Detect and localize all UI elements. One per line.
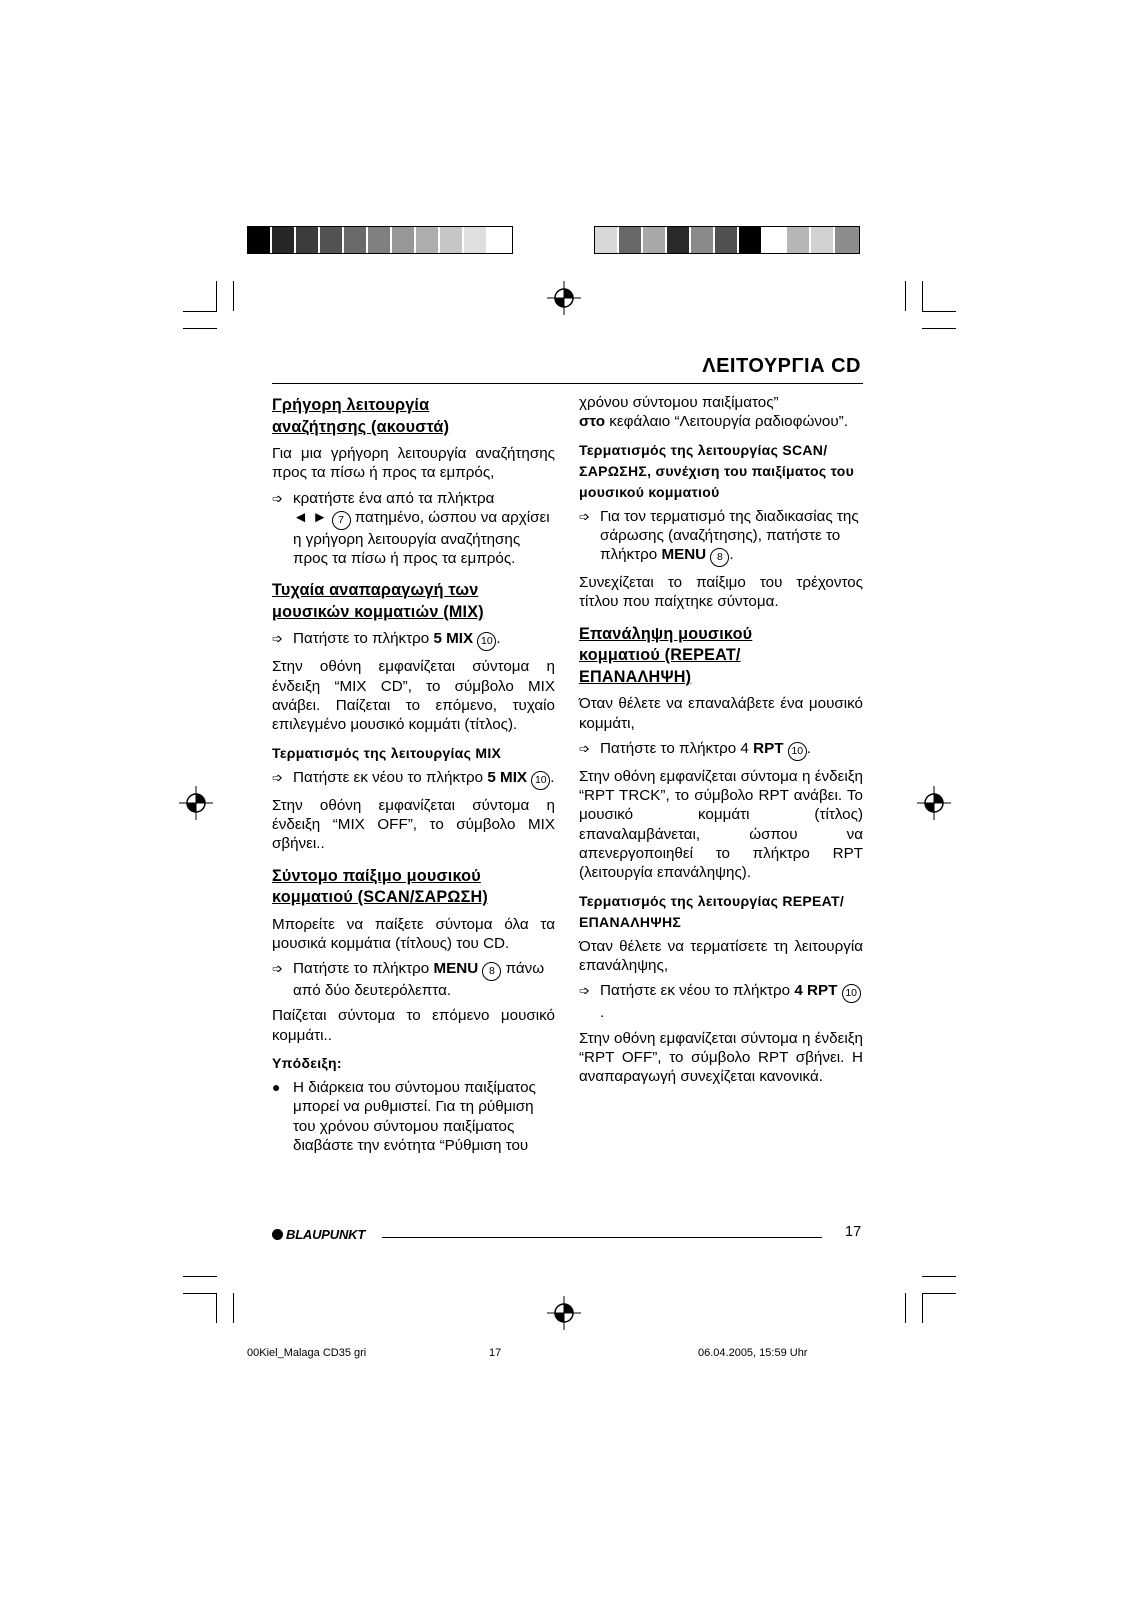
brand-dot-icon [272, 1229, 283, 1240]
brand-logo: BLAUPUNKT [272, 1227, 365, 1242]
arrow-icon: ➩ [272, 769, 283, 785]
color-swatch [763, 227, 787, 253]
key-number: 10 [477, 632, 496, 651]
instruction-item: ➩ Πατήστε εκ νέου το πλήκτρο 4 RPT 10. [579, 981, 863, 1022]
crop-mark [922, 311, 956, 312]
arrow-icon: ➩ [272, 490, 283, 506]
arrow-keys-icon: ◄ ► [293, 508, 328, 526]
instruction-item: ➩ Πατήστε εκ νέου το πλήκτρο 5 MIX 10 . [272, 768, 555, 790]
registration-mark-right [917, 786, 951, 820]
bullet-item: ● Η διάρκεια του σύντομου παιξίματος μπορεί να ρυθμιστεί. Για τη ρύθμιση του χρόνου σύντομου παιξίματος διαβάστε την ενότητα “Ρύθμιση του [272, 1079, 536, 1154]
paragraph: Στην οθόνη εμφανίζεται σύντομα η ένδειξη “MIX CD”, το σύμβολο MIX ανάβει. Παίζεται το επόμενο, τυχαίο επιλεγμένο μουσικό κομμάτι (τίτλος). [272, 658, 555, 734]
color-swatch [643, 227, 667, 253]
crop-mark [922, 328, 956, 329]
arrow-icon: ➩ [579, 740, 590, 756]
crop-mark [233, 1293, 234, 1323]
key-number: 8 [482, 962, 501, 981]
crop-mark [922, 281, 923, 311]
color-swatch [667, 227, 691, 253]
column-right [579, 393, 863, 1092]
page-title: ΛΕΙΤΟΥΡΓΙΑ CD [702, 355, 861, 377]
key-number: 10 [788, 742, 807, 761]
crop-mark [183, 1276, 217, 1277]
key-number: 8 [710, 548, 729, 567]
color-swatch [368, 227, 392, 253]
page-number: 17 [845, 1224, 862, 1240]
subheading: Τερματισμός της λειτουργίας SCAN/ΣΑΡΩΣΗΣ, συνέχιση του παιξίματος του μουσικού κομματιού [579, 441, 855, 500]
color-swatch [344, 227, 368, 253]
subheading: Υπόδειξη: [272, 1055, 342, 1072]
instruction-item: ➩ Για τον τερματισμό της διαδικασίας της σάρωσης (αναζήτησης), πατήστε το πλήκτρο MENU 8 . [579, 507, 863, 568]
instruction-item: ➩ Πατήστε το πλήκτρο MENU 8 πάνω από δύο δευτερόλεπτα. [272, 960, 545, 1000]
color-swatch [488, 227, 512, 253]
section-heading: Γρήγορη λειτουργία αναζήτησης (ακουστά) [272, 396, 450, 436]
bullet-icon: ● [272, 1079, 281, 1096]
registration-mark-left [179, 786, 213, 820]
color-swatch [715, 227, 739, 253]
crop-mark [922, 1293, 956, 1294]
color-swatch [440, 227, 464, 253]
arrow-icon: ➩ [579, 983, 590, 999]
crop-mark [183, 311, 217, 312]
color-bar-right [594, 226, 860, 254]
crop-mark [233, 281, 234, 311]
section-heading: Τυχαία αναπαραγωγή των μουσικών κομματιών (MIX) [272, 581, 484, 621]
color-swatch [787, 227, 811, 253]
paragraph: Για μια γρήγορη λειτουργία αναζήτησης προς τα πίσω ή προς τα εμπρός, [272, 445, 555, 482]
paragraph: Όταν θέλετε να τερματίσετε τη λειτουργία επανάληψης, [579, 937, 863, 974]
color-swatch [320, 227, 344, 253]
subheading: Τερματισμός της λειτουργίας REPEAT/ΕΠΑΝΑΛΗΨΗΣ [579, 892, 845, 930]
registration-mark-bottom [547, 1296, 581, 1330]
slug-file: 00Kiel_Malaga CD35 gri [247, 1347, 367, 1359]
paragraph: Παίζεται σύντομα το επόμενο μουσικό κομμάτι.. [272, 1007, 555, 1044]
section-heading: Επανάληψη μουσικού κομματιού (REPEAT/ ΕΠΑΝΑΛΗΨΗ) [579, 624, 753, 686]
instruction-item: ➩ Πατήστε το πλήκτρο 5 MIX 10 . [272, 629, 555, 651]
paragraph: χρόνου σύντομου παιξίματος” στο κεφάλαιο “Λειτουργία ραδιοφώνου”. [579, 394, 848, 431]
color-swatch [272, 227, 296, 253]
header-rule [272, 383, 863, 384]
crop-mark [216, 281, 217, 311]
slug-date: 06.04.2005, 15:59 Uhr [698, 1347, 808, 1359]
key-number: 7 [332, 511, 351, 530]
paragraph: Συνεχίζεται το παίξιμο του τρέχοντος τίτλου που παίχτηκε σύντομα. [579, 574, 863, 611]
arrow-icon: ➩ [272, 961, 283, 977]
instruction-item: ➩ κρατήστε ένα από τα πλήκτρα ◄ ► 7 πατημένο, ώσπου να αρχίσει η γρήγορη λειτουργία αναζήτησης προς τα πίσω ή προς τα εμπρός. [272, 489, 550, 568]
subheading: Τερματισμός της λειτουργίας MIX [272, 744, 502, 761]
crop-mark [922, 1293, 923, 1323]
arrow-icon: ➩ [579, 508, 590, 524]
color-swatch [595, 227, 619, 253]
crop-mark [183, 328, 217, 329]
crop-mark [183, 1293, 217, 1294]
paragraph: Όταν θέλετε να επαναλάβετε ένα μουσικό κομμάτι, [579, 695, 863, 732]
crop-mark [905, 281, 906, 311]
color-swatch [464, 227, 488, 253]
crop-mark [216, 1293, 217, 1323]
instruction-item: ➩ Πατήστε το πλήκτρο 4 RPT 10 . [579, 739, 863, 761]
paragraph: Στην οθόνη εμφανίζεται σύντομα η ένδειξη “RPT OFF”, το σύμβολο RPT σβήνει. Η αναπαραγωγή συνεχίζεται κανονικά. [579, 1029, 863, 1086]
section-heading: Σύντομο παίξιμο μουσικού κομματιού (SCAN/ΣΑΡΩΣΗ) [272, 866, 488, 907]
color-swatch [691, 227, 715, 253]
registration-mark-top [547, 281, 581, 315]
paragraph: Στην οθόνη εμφανίζεται σύντομα η ένδειξη “MIX OFF”, το σύμβολο MIX σβήνει.. [272, 796, 555, 853]
color-swatch [416, 227, 440, 253]
column-left [272, 393, 555, 1161]
color-swatch [739, 227, 763, 253]
color-swatch [392, 227, 416, 253]
crop-mark [905, 1293, 906, 1323]
paragraph: Στην οθόνη εμφανίζεται σύντομα η ένδειξη “RPT TRCK”, το σύμβολο RPT ανάβει. Το μουσικό κομμάτι (τίτλος) επαναλαμβάνεται, ώσπου να απενεργοποιηθεί το πλήκτρο RPT (λειτουργία επανάληψης). [579, 767, 863, 882]
crop-mark [922, 1276, 956, 1277]
color-bar-left [247, 226, 513, 254]
color-swatch [248, 227, 272, 253]
color-swatch [619, 227, 643, 253]
color-swatch [811, 227, 835, 253]
slug-page: 17 [489, 1347, 502, 1359]
key-number: 10 [531, 771, 550, 790]
arrow-icon: ➩ [272, 631, 283, 647]
footer-rule [382, 1237, 822, 1238]
key-number: 10 [842, 984, 861, 1003]
color-swatch [296, 227, 320, 253]
paragraph: Μπορείτε να παίξετε σύντομα όλα τα μουσικά κομμάτια (τίτλους) του CD. [272, 915, 555, 952]
color-swatch [835, 227, 859, 253]
